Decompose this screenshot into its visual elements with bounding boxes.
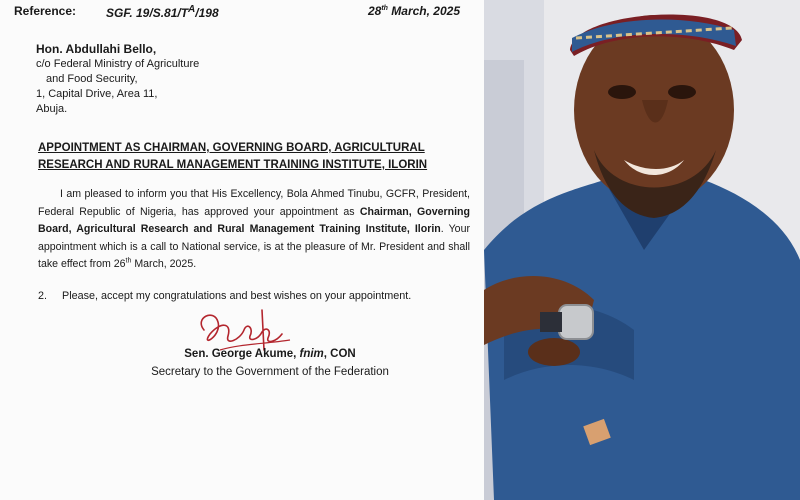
- addressee-line: and Food Security,: [46, 73, 138, 85]
- paragraph-2-text: Please, accept my congratulations and best wishes on your appointment.: [62, 290, 412, 302]
- reference-row: [14, 4, 460, 20]
- signer-title: Secretary to the Government of the Federation: [151, 366, 389, 378]
- addressee-line: 1, Capital Drive, Area 11,: [36, 88, 158, 100]
- letter-date: 28th March, 2025: [367, 4, 460, 18]
- addressee-name: Hon. Abdullahi Bello,: [36, 42, 157, 56]
- paragraph-1: I am pleased to inform you that His Excellency, Bola Ahmed Tinubu, GCFR, President, Federal Republic of Nigeria, has approved your appointment as Chairman, Governing Board, Agricultural Research and Rural Management Training Institute, Ilorin. Your appointment which is a call to National service, is at the pleasure of Mr. President and shall take effect from 26th March, 2025.: [38, 188, 470, 270]
- addressee-line: c/o Federal Ministry of Agriculture: [36, 58, 200, 70]
- portrait-photo: [484, 0, 800, 500]
- addressee-block: [36, 42, 236, 117]
- signer-name: Sen. George Akume, fnim, CON: [184, 348, 356, 360]
- addressee-line: Abuja.: [36, 103, 68, 115]
- appointment-title: Chairman, Governing Board, Agricultural Research and Rural Management Training Institute, Ilorin: [38, 205, 470, 235]
- reference-number: SGF. $19/S.81/T^A/198$: [106, 4, 219, 20]
- portrait-illustration: [484, 0, 800, 500]
- paragraph-number: 2.: [38, 290, 48, 302]
- reference-label: Reference:: [14, 4, 77, 18]
- letter-subject: APPOINTMENT AS CHAIRMAN, GOVERNING BOARD, AGRICULTURAL RESEARCH AND RURAL MANAGEMENT TRAINING INSTITUTE, ILORIN: [38, 142, 428, 171]
